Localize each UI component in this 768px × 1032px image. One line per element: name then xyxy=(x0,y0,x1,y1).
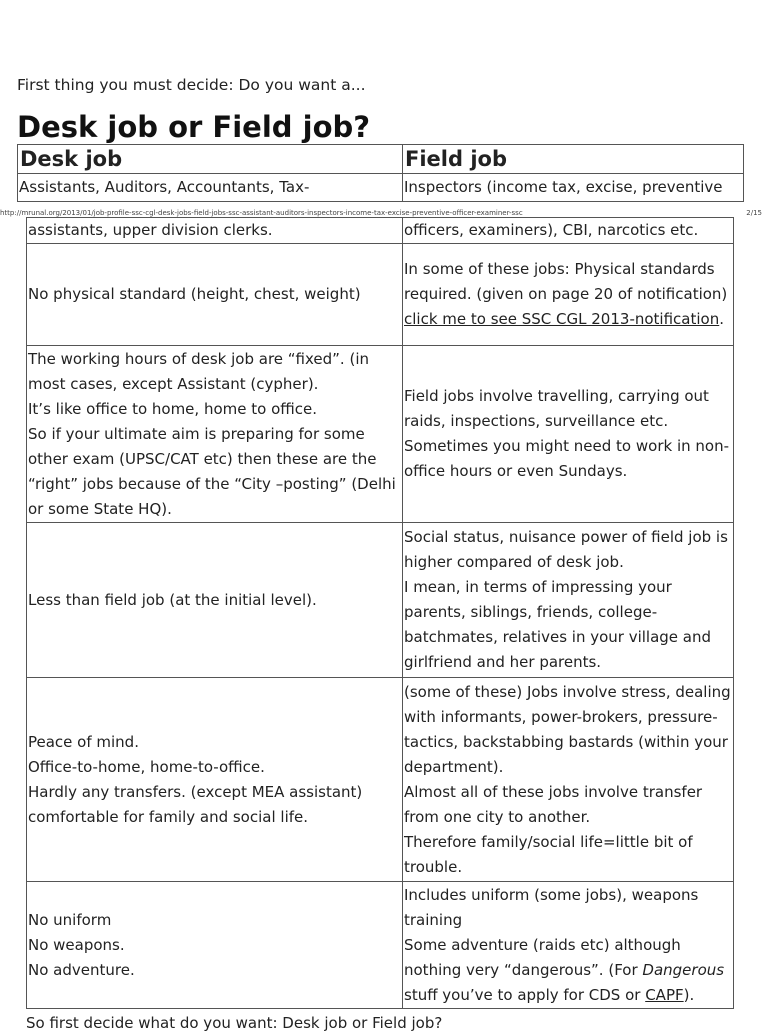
field-adventure-end: ). xyxy=(683,985,695,1004)
table-header-row xyxy=(18,145,744,174)
field-status-line: I mean, in terms of impressing your parents, siblings, friends, college-batchmates, relatives in your village and girlfriend and her parents. xyxy=(404,578,712,671)
desk-hours-line: The working hours of desk job are “fixed”. (in most cases, except Assistant (cypher). xyxy=(28,349,369,393)
comparison-table xyxy=(26,217,734,1009)
comparison-table-header xyxy=(17,144,744,202)
desk-physical-standard: No physical standard (height, chest, weight) xyxy=(27,244,403,346)
ssc-notification-link[interactable]: click me to see SSC CGL 2013-notification xyxy=(404,310,720,328)
field-job-titles-top: Inspectors (income tax, excise, preventive xyxy=(403,174,744,202)
desk-social-status: Less than field job (at the initial level). xyxy=(27,523,403,678)
desk-uniform-line: No adventure. xyxy=(28,960,135,979)
footer-text: So first decide what do you want: Desk job or Field job? xyxy=(26,1014,443,1032)
desk-peace-line: Hardly any transfers. (except MEA assistant) comfortable for family and social life. xyxy=(28,782,363,826)
capf-link[interactable]: CAPF xyxy=(645,985,684,1004)
desk-hours-line: So if your ultimate aim is preparing for some other exam (UPSC/CAT etc) then these are the “right” jobs because of the “City –posting” (Delhi or some State HQ). xyxy=(28,424,396,518)
desk-peace-of-mind xyxy=(27,678,403,882)
field-working-hours xyxy=(403,346,734,523)
table-row xyxy=(18,174,744,202)
table-row-uniform xyxy=(27,882,734,1009)
field-physical-standard xyxy=(403,244,734,346)
field-adventure-text: Some adventure (raids etc) although nothing very “dangerous”. (For xyxy=(404,935,681,979)
field-adventure-text-2: stuff you’ve to apply for CDS or xyxy=(404,985,646,1004)
page-url: http://mrunal.org/2013/01/job-profile-ssc-cgl-desk-jobs-field-jobs-ssc-assistant-auditors-inspectors-income-tax-excise-preventive-officer-examiner-ssc xyxy=(0,209,523,217)
field-status-line: Social status, nuisance power of field job is higher compared of desk job. xyxy=(404,528,728,571)
header-desk-job: Desk job xyxy=(18,145,403,174)
field-adventure-line xyxy=(404,933,732,1008)
field-uniform-line: Includes uniform (some jobs), weapons training xyxy=(404,885,699,929)
field-uniform xyxy=(403,882,734,1009)
field-stress-line: Therefore family/social life=little bit of trouble. xyxy=(404,832,693,876)
field-social-status xyxy=(403,523,734,678)
field-adventure-emphasis: Dangerous xyxy=(642,960,725,979)
desk-uniform-line: No weapons. xyxy=(28,935,125,954)
page-number: 2/15 xyxy=(746,209,762,217)
desk-peace-line: Office-to-home, home-to-office. xyxy=(28,757,265,776)
page-title: Desk job or Field job? xyxy=(17,110,371,144)
header-field-job: Field job xyxy=(403,145,744,174)
field-physical-text: In some of these jobs: Physical standards required. (given on page 20 of notification) xyxy=(404,260,728,303)
table-row-peace xyxy=(27,678,734,882)
desk-hours-line: It’s like office to home, home to office. xyxy=(28,399,317,418)
table-row xyxy=(27,218,734,244)
table-row-hours xyxy=(27,346,734,523)
field-physical-end: . xyxy=(719,310,724,328)
field-hours-line: Field jobs involve travelling, carrying out raids, inspections, surveillance etc. xyxy=(404,387,709,430)
field-stress-line: Almost all of these jobs involve transfer from one city to another. xyxy=(404,782,703,826)
table-row-status xyxy=(27,523,734,678)
desk-job-titles-bottom: assistants, upper division clerks. xyxy=(27,218,403,244)
desk-job-titles-top: Assistants, Auditors, Accountants, Tax- xyxy=(18,174,403,202)
field-stress xyxy=(403,678,734,882)
field-job-titles-bottom: officers, examiners), CBI, narcotics etc. xyxy=(403,218,734,244)
field-hours-line: Sometimes you might need to work in non-office hours or even Sundays. xyxy=(404,437,729,480)
desk-uniform xyxy=(27,882,403,1009)
intro-text: First thing you must decide: Do you want a... xyxy=(17,76,366,94)
field-stress-line: (some of these) Jobs involve stress, dealing with informants, power-brokers, pressure-tactics, backstabbing bastards (within your department). xyxy=(404,682,731,776)
desk-uniform-line: No uniform xyxy=(28,910,112,929)
table-row-physical xyxy=(27,244,734,346)
desk-peace-line: Peace of mind. xyxy=(28,732,139,751)
desk-working-hours xyxy=(27,346,403,523)
